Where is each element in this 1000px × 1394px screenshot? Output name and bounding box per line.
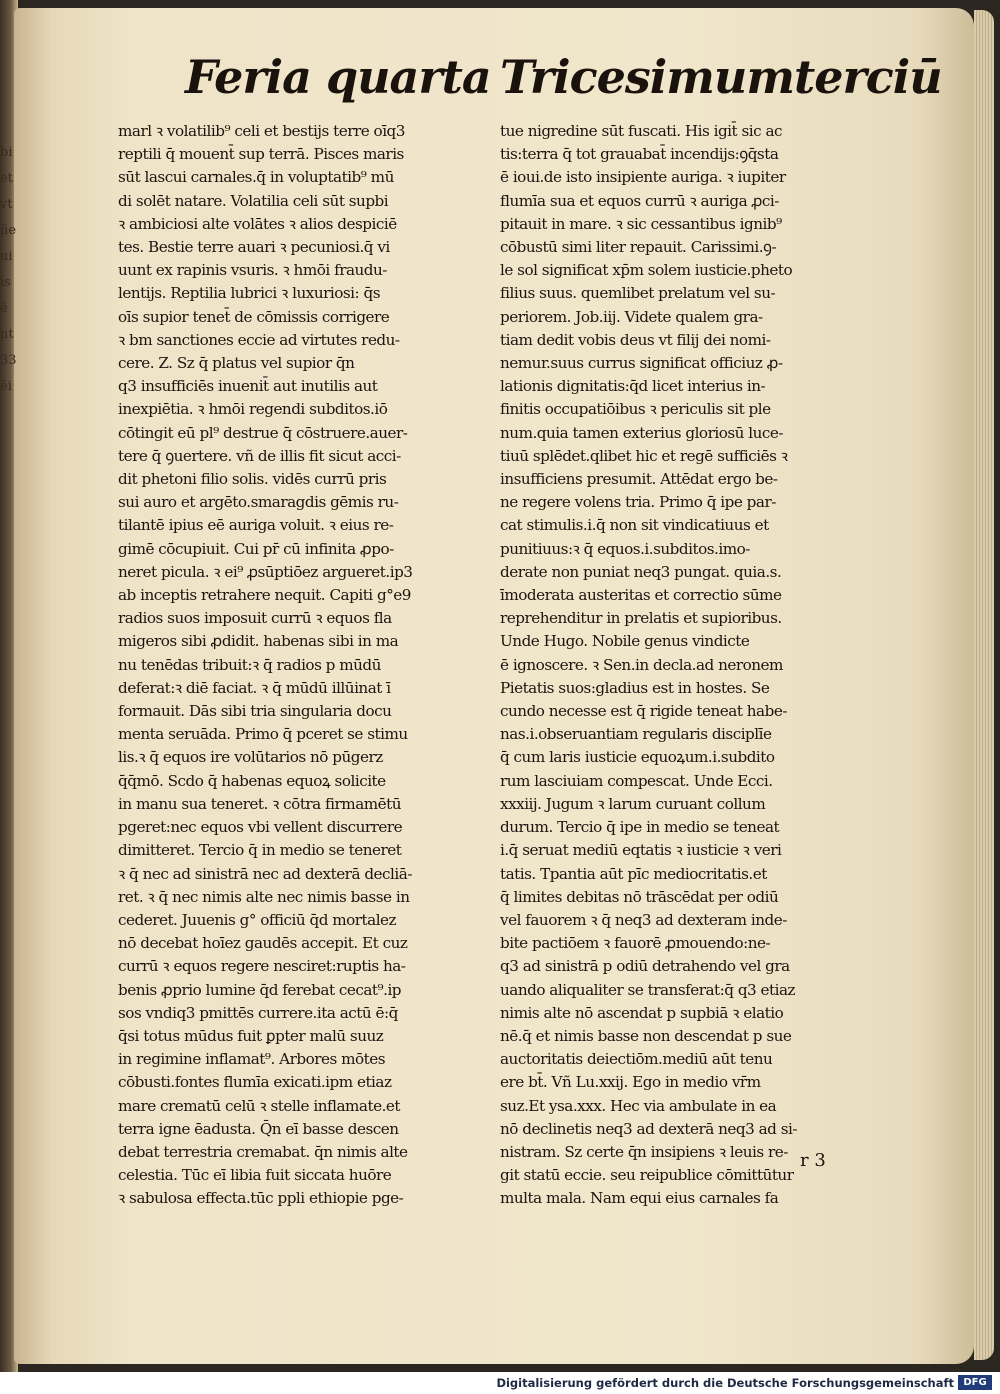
text-line: q̄ cum laris iusticie equoꝝum.i.subdito (500, 748, 775, 767)
text-line: debat terrestria cremabat. q̄n nimis alte (118, 1142, 408, 1161)
text-line: dit phetoni filio solis. vidēs currū pris (118, 470, 387, 489)
text-line: derate non puniat neq3 pungat. quia.s. (500, 562, 782, 581)
text-line: flumīa sua et equos currū ꝛ auriga ꝓci- (500, 191, 779, 210)
text-line: tes. Bestie terre auari ꝛ pecuniosi.q̄ vi (118, 238, 390, 257)
text-line: formauit. Dās sibi tria singularia docu (118, 702, 392, 721)
text-line: nemur.suus currus significat officiuz ꝓ- (500, 354, 783, 373)
text-line: ne regere volens tria. Primo q̄ ipe par- (500, 493, 776, 512)
text-line: sūt lascui carnales.q̄ in voluptatib⁹ mū (118, 168, 394, 187)
text-line: oīs supior tenet̄ de cōmissis corrigere (118, 307, 390, 326)
text-line: nistram. Sz certe q̄n insipiens ꝛ leuis re- (500, 1142, 788, 1161)
text-line: q̄ limites debitas nō trāscēdat per odiū (500, 887, 779, 906)
text-line: sos vndiq3 pmittēs currere.ita actū ē:q̄ (118, 1003, 398, 1022)
text-line: in regimine inflamat⁹. Arbores mōtes (118, 1050, 386, 1069)
text-line: pitauit in mare. ꝛ sic cessantibus ignib⁹ (500, 214, 782, 233)
text-line: multa mala. Nam equi eius carnales fa (500, 1189, 779, 1208)
text-line: mare crematū celū ꝛ stelle inflamate.et (118, 1096, 400, 1115)
text-line: cere. Z. Sz q̄ platus vel supior q̄n (118, 354, 355, 373)
text-line: reprehenditur in prelatis et supioribus. (500, 609, 782, 628)
text-line: deferat:ꝛ diē faciat. ꝛ q̄ mūdū illūinat ī (118, 678, 391, 697)
text-line: vel fauorem ꝛ q̄ neq3 ad dexteram inde- (500, 910, 787, 929)
text-line: terra igne ēadusta. Q̄n eī basse descen (118, 1119, 399, 1138)
text-line: lentijs. Reptilia lubrici ꝛ luxuriosi: q̄s (118, 284, 381, 303)
text-line: ē ignoscere. ꝛ Sen.in decla.ad neronem (500, 655, 783, 674)
text-line: finitis occupatiōibus ꝛ periculis sit ple (500, 400, 771, 419)
text-line: cōbusti.fontes flumīa exicati.ipm etiaz (118, 1073, 392, 1092)
text-line: ꝛ ambiciosi alte volātes ꝛ alios despiciē (118, 214, 397, 233)
dfg-logo: DFG (958, 1375, 992, 1390)
text-line: uunt ex rapinis vsuris. ꝛ hmōi fraudu- (118, 261, 387, 280)
footer-bar (0, 1372, 1000, 1394)
text-line: insufficiens presumit. Attēdat ergo be- (500, 470, 778, 489)
text-line: benis ꝓprio lumine q̄d ferebat cecat⁹.ip (118, 980, 402, 999)
signature-mark: r 3 (800, 1150, 826, 1171)
text-line: nas.i.obseruantiam regularis disciplīe (500, 725, 772, 744)
right-text-column (500, 120, 845, 1211)
text-line: suz.Et ysa.xxx. Hec via ambulate in ea (500, 1096, 777, 1115)
text-line: ret. ꝛ q̄ nec nimis alte nec nimis basse in (118, 887, 410, 906)
text-line: in manu sua teneret. ꝛ cōtra firmamētū (118, 794, 402, 813)
text-line: i.q̄ seruat mediū eqtatis ꝛ iusticie ꝛ veri (500, 841, 782, 860)
text-line: nō decebat hoīez gaudēs accepit. Et cuz (118, 934, 408, 953)
text-line: currū ꝛ equos regere nesciret:ruptis ha- (118, 957, 406, 976)
text-line: tere q̄ ꝯuertere. vñ de illis fit sicut acci- (118, 446, 401, 465)
margin-fragment: ñe (0, 223, 17, 238)
margin-fragment: ui (0, 249, 13, 264)
text-line: lis.ꝛ q̄ equos ire volūtarios nō pūgerz (118, 748, 383, 767)
text-line: ꝛ bm sanctiones eccie ad virtutes redu- (118, 330, 400, 349)
text-line: cat stimulis.i.q̄ non sit vindicatiuus et (500, 516, 769, 535)
text-line: neret picula. ꝛ ei⁹ ꝓsūptiōez argueret.ip3 (118, 562, 413, 581)
text-line: cōtingit eū pl⁹ destrue q̄ cōstruere.auer- (118, 423, 408, 442)
text-line: inexpiētia. ꝛ hmōi regendi subditos.iō (118, 400, 388, 419)
margin-fragment: et (0, 171, 13, 186)
digitization-credit: Digitalisierung gefördert durch die Deutsche Forschungsgemeinschaft (496, 1376, 954, 1390)
margin-fragment: 33 (0, 353, 17, 368)
text-line: tilantē ipius eē auriga voluit. ꝛ eius re- (118, 516, 394, 535)
text-line: dimitteret. Tercio q̄ in medio se teneret (118, 841, 402, 860)
text-line: di solēt natare. Volatilia celi sūt supbi (118, 191, 389, 210)
text-line: git statū eccie. seu reipublice cōmittūtur (500, 1166, 794, 1185)
running-head-right: Tricesimumterciū (500, 50, 942, 104)
text-line: durum. Tercio q̄ ipe in medio se teneat (500, 818, 780, 837)
text-line: ꝛ sabulosa effecta.tūc ppli ethiopie pge- (118, 1189, 404, 1208)
text-line: tiam dedit vobis deus vt filij dei nomi- (500, 330, 771, 349)
text-line: q̄q̄mō. Scdo q̄ habenas equoꝝ solicite (118, 771, 386, 790)
text-line: reptili q̄ mouent̄ sup terrā. Pisces maris (118, 145, 404, 164)
margin-fragment: ẽ (0, 301, 8, 316)
margin-fragment: is (0, 275, 11, 290)
text-line: punitiuus:ꝛ q̄ equos.i.subditos.imo- (500, 539, 750, 558)
text-line: nō declinetis neq3 ad dexterā neq3 ad si- (500, 1119, 797, 1138)
text-line: lationis dignitatis:q̄d licet interius in- (500, 377, 766, 396)
text-line: tiuū splēdet.qlibet hic et regē sufficiēs ꝛ (500, 446, 788, 465)
text-line: uando aliqualiter se transferat:q̄ q3 etiaz (500, 980, 796, 999)
text-line: Pietatis suos:gladius est in hostes. Se (500, 678, 770, 697)
text-line: periorem. Job.iij. Videte qualem gra- (500, 307, 763, 326)
text-line: marl ꝛ volatilib⁹ celi et bestijs terre oīq3 (118, 122, 405, 140)
margin-fragment: vt (0, 197, 13, 212)
text-line: ab inceptis retrahere nequit. Capiti g°e9 (118, 586, 411, 605)
text-line: nimis alte nō ascendat p supbiā ꝛ elatio (500, 1003, 784, 1022)
text-line: num.quia tamen exterius gloriosū luce- (500, 423, 784, 442)
text-line: xxxiij. Jugum ꝛ larum curuant collum (500, 794, 766, 813)
margin-fragment: bi (0, 145, 13, 160)
text-line: ꝛ q̄ nec ad sinistrā nec ad dexterā decliā- (118, 864, 412, 883)
text-line: auctoritatis deiectiōm.mediū aūt tenu (500, 1050, 773, 1069)
page-stack-edge (974, 10, 994, 1360)
text-line: tatis. Tpantia aūt pīc mediocritatis.et (500, 864, 767, 883)
text-line: nu tenēdas tribuit:ꝛ q̄ radios p mūdū (118, 655, 381, 674)
text-line: celestia. Tūc eī libia fuit siccata huōre (118, 1166, 392, 1185)
margin-fragment: nt (0, 327, 14, 342)
text-line: radios suos imposuit currū ꝛ equos fla (118, 609, 392, 628)
margin-fragment: ẽi (0, 379, 12, 394)
text-line: tis:terra q̄ tot grauabat̄ incendijs:ꝯq̄sta (500, 145, 779, 164)
text-line: cederet. Juuenis g° officiū q̄d mortalez (118, 910, 397, 929)
text-line: rum lasciuiam compescat. Unde Ecci. (500, 771, 773, 790)
text-line: pgeret:nec equos vbi vellent discurrere (118, 818, 403, 837)
text-line: q̄si totus mūdus fuit ꝑpter malū suuz (118, 1026, 384, 1045)
text-line: cōbustū simi liter repauit. Carissimi.ꝯ- (500, 238, 777, 257)
running-head-left: Feria quarta (185, 50, 491, 104)
text-line: migeros sibi ꝓdidit. habenas sibi in ma (118, 632, 399, 651)
text-line: bite pactiōem ꝛ fauorē ꝓmouendo:ne- (500, 934, 771, 953)
text-line: q3 insufficiēs inuenit̄ aut inutilis aut (118, 377, 378, 396)
text-line: ē ioui.de isto insipiente auriga. ꝛ iupiter (500, 168, 786, 187)
previous-page-margin-fragments (0, 140, 17, 394)
text-line: Unde Hugo. Nobile genus vindicte (500, 632, 750, 651)
text-line: ere bt̄. Vñ Lu.xxij. Ego in medio vr̄m (500, 1073, 761, 1092)
text-line: tue nigredine sūt fuscati. His igit̄ sic ac (500, 122, 783, 140)
text-line: sui auro et argēto.smaragdis gēmis ru- (118, 493, 399, 512)
text-line: filius suus. quemlibet prelatum vel su- (500, 284, 776, 303)
text-line: le sol significat xp̄m solem iusticie.pheto (500, 261, 793, 280)
text-line: nē.q̄ et nimis basse non descendat p sue (500, 1026, 792, 1045)
left-text-column (118, 120, 463, 1211)
text-line: cundo necesse est q̄ rigide teneat habe- (500, 702, 787, 721)
text-line: menta seruāda. Primo q̄ pceret se stimu (118, 725, 408, 744)
text-line: gimē cōcupiuit. Cui pr̄ cū infinita ꝓpo- (118, 539, 394, 558)
text-line: īmoderata austeritas et correctio sūme (500, 586, 782, 605)
text-line: q3 ad sinistrā p odiū detrahendo vel gra (500, 957, 790, 976)
